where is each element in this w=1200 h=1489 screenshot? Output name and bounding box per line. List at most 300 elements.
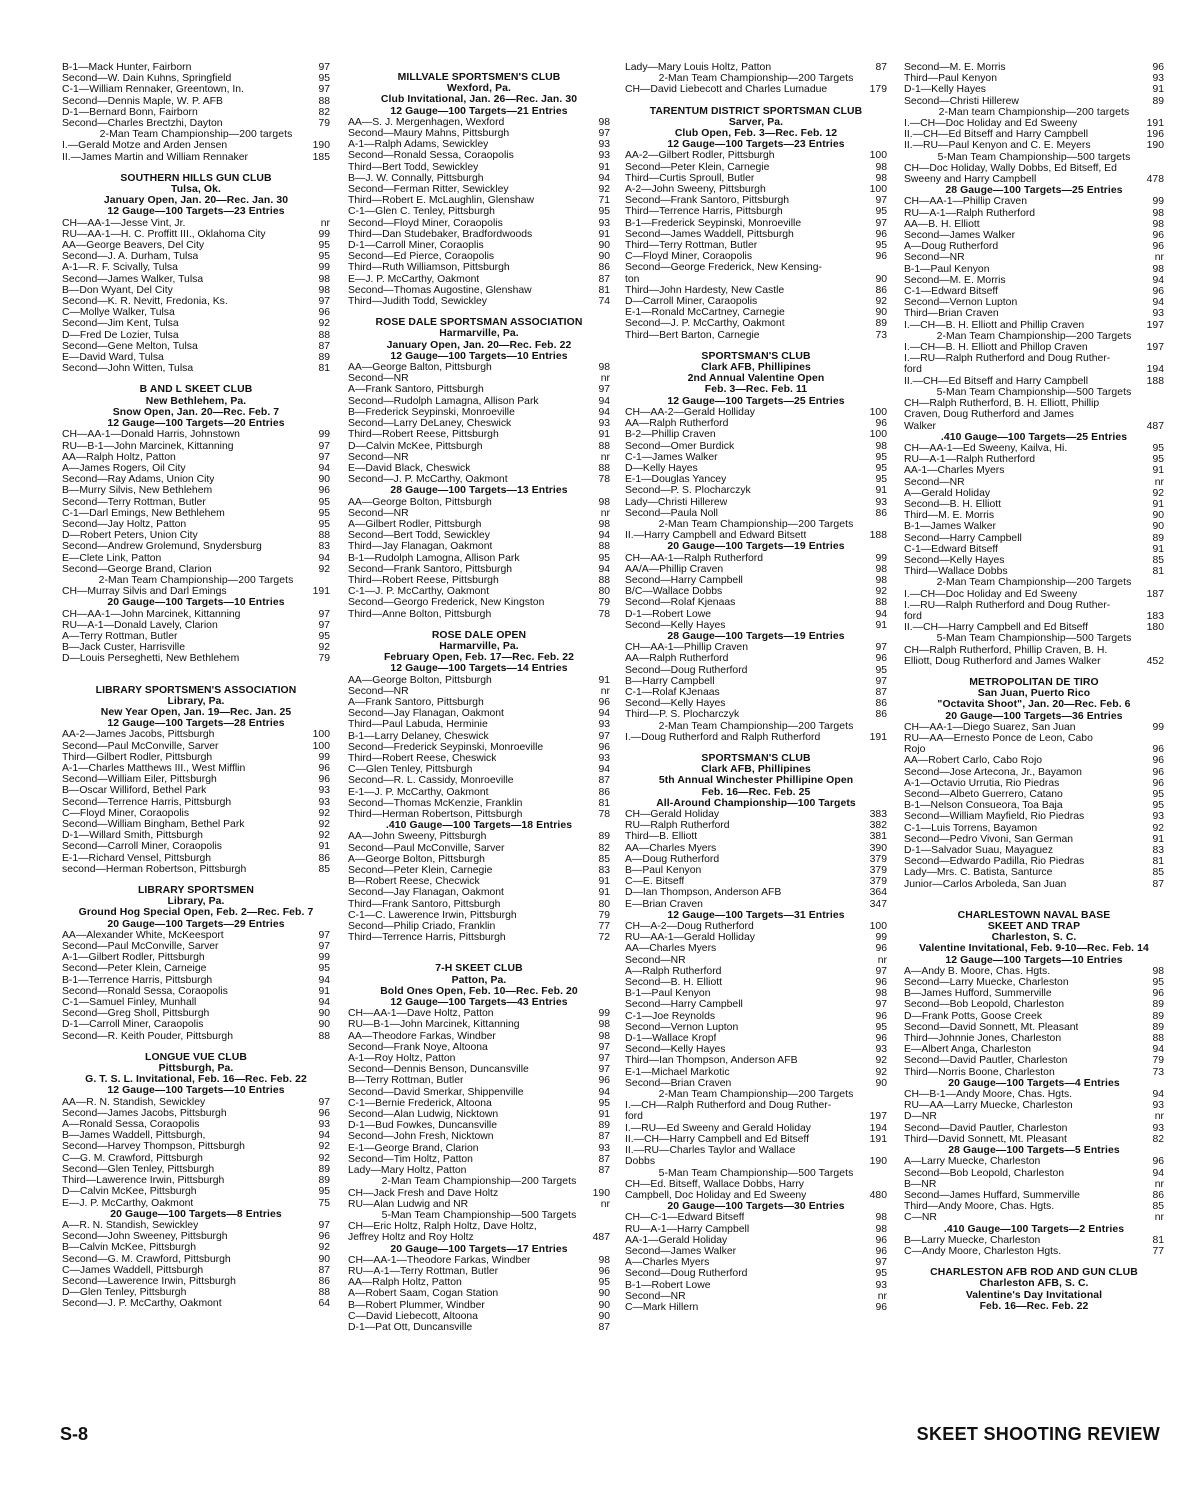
result-row [904, 353, 1164, 364]
score: 81 [598, 284, 610, 296]
event-subheading: Valentine's Day Invitational [965, 1289, 1103, 1301]
result-row [904, 196, 1164, 207]
event-subheading: 12 Gauge—100 Targets—21 Entries [390, 105, 568, 117]
score [1160, 353, 1164, 364]
result-row [904, 376, 1164, 387]
shooter-entry: Second—Paula Noll [625, 507, 718, 519]
shooter-entry: Second—John Sweeney, Pittsburgh [62, 1231, 228, 1243]
score: 74 [598, 296, 610, 308]
shooter-entry: D—NR [904, 1111, 937, 1123]
score: 90 [1152, 510, 1164, 522]
event-subheading: New Bethlehem, Pa. [145, 395, 247, 407]
shooter-entry: CH—AA-1—Dave Holtz, Patton [348, 1008, 494, 1020]
shooter-entry: Second—Albeto Guerrero, Catano [904, 789, 1063, 800]
shooter-entry: A—Doug Rutherford [625, 853, 720, 865]
score: 81 [598, 797, 610, 809]
score: 95 [598, 552, 610, 564]
shooter-entry: Second—Glen Tenley, Pittsburgh [62, 1163, 215, 1175]
shooter-entry: Third—Frank Santoro, Pittsburgh [348, 898, 501, 910]
shooter-entry: A—Andy B. Moore, Chas. Hgts. [904, 965, 1051, 977]
score: 94 [1152, 1167, 1164, 1179]
shooter-entry: CH—Ralph Rutherford, Phillip Craven, B. H. [904, 644, 1108, 656]
shooter-entry: AA—R. N. Standish, Sewickley [62, 1096, 206, 1108]
result-row [904, 499, 1164, 510]
score: 79 [1152, 1055, 1164, 1067]
result-row [625, 1212, 887, 1223]
score: 92 [318, 807, 330, 819]
score: 97 [318, 1219, 330, 1231]
shooter-entry: Second—David Pautler, Charleston [904, 1122, 1068, 1134]
shooter-entry: B-1—Frederick Seypinski, Monroeville [625, 217, 802, 229]
event-subheading: 20 Gauge—100 Targets—36 Entries [945, 710, 1123, 722]
result-row [904, 811, 1164, 822]
score: 92 [318, 642, 330, 654]
score: 91 [598, 228, 610, 240]
score: 382 [869, 820, 887, 832]
score: 95 [875, 451, 887, 463]
shooter-entry: D-1—Carroll Miner, Coraoplis [348, 240, 484, 252]
shooter-entry: Second—Peter Klein, Carnegie [348, 865, 493, 877]
shooter-entry: II.—CH—Harry Campbell and Ed Bitseff [625, 1133, 810, 1145]
club-heading: CHARLESTON AFB ROD AND GUN CLUB [930, 1267, 1138, 1279]
score: 83 [318, 541, 330, 553]
score: 94 [318, 974, 330, 986]
score: 99 [875, 932, 887, 944]
result-row [348, 564, 610, 575]
shooter-entry: Second—Jose Artecona, Jr., Bayamon [904, 766, 1082, 778]
result-row [904, 129, 1164, 140]
result-row [62, 564, 330, 575]
result-row [625, 162, 887, 173]
score: 96 [875, 418, 887, 430]
result-row [904, 96, 1164, 107]
shooter-entry: C—Andy Moore, Charleston Hgts. [904, 1245, 1062, 1257]
shooter-entry: Third—Jay Flanagan, Oakmont [348, 541, 493, 553]
result-row [904, 275, 1164, 286]
score: 97 [318, 84, 330, 96]
result-row [348, 195, 610, 206]
shooter-entry: Third—Gilbert Rodler, Pittsburgh [62, 751, 213, 763]
score: 187 [1146, 588, 1164, 600]
result-row [904, 656, 1164, 667]
score: 90 [875, 307, 887, 319]
shooter-entry: B-1—Mack Hunter, Fairborn [62, 62, 192, 73]
event-subheading: Harmarville, Pa. [439, 328, 519, 340]
result-row [348, 117, 610, 128]
shooter-entry: A—R. N. Standish, Sewickley [62, 1219, 199, 1231]
score: 94 [598, 172, 610, 184]
shooter-entry: D—Frank Potts, Goose Creek [904, 1010, 1043, 1022]
result-row [348, 1300, 610, 1311]
result-row [625, 575, 887, 586]
result-row [62, 73, 330, 84]
result-row [62, 819, 330, 830]
shooter-entry: Second—Floyd Miner, Coraopolis [348, 217, 503, 229]
result-row [62, 1097, 330, 1108]
result-row [62, 341, 330, 352]
shooter-entry: Second—K. R. Nevitt, Fredonia, Ks. [62, 296, 228, 308]
result-row [904, 1044, 1164, 1055]
result-row [348, 497, 610, 508]
result-row [62, 118, 330, 129]
result-row [62, 1298, 330, 1309]
score: 194 [1146, 364, 1164, 376]
score: 90 [318, 1253, 330, 1265]
result-row [348, 274, 610, 285]
result-row [904, 1033, 1164, 1044]
team-event-heading: 2-Man Team Championship—200 Targets [658, 518, 854, 530]
shooter-entry: AA-1—Gerald Holiday [625, 1234, 728, 1246]
result-row [348, 1188, 610, 1199]
result-row [348, 1109, 610, 1120]
team-event-heading: 5-Man Team Championship—500 Targets [381, 1209, 577, 1221]
result-row [904, 465, 1164, 476]
score: 190 [1146, 140, 1164, 152]
result-row [348, 1266, 610, 1277]
shooter-entry: Second—George Frederick, New Kensing- [625, 262, 822, 274]
shooter-entry: CH—AA-1—Diego Suarez, San Juan [904, 721, 1076, 733]
score: 381 [869, 831, 887, 843]
event-subheading: 28 Gauge—100 Targets—13 Entries [390, 485, 568, 497]
score: 92 [318, 1242, 330, 1254]
shooter-entry: B-1—Larry Delaney, Cheswick [348, 730, 489, 742]
result-row [625, 150, 887, 161]
result-row [62, 452, 330, 463]
score: 88 [598, 574, 610, 586]
score: 93 [598, 139, 610, 151]
result-row [62, 1175, 330, 1186]
shooter-entry: AA—Ralph Rutherford [625, 418, 729, 430]
score: 97 [875, 195, 887, 207]
shooter-entry: Second—Ronald Sessa, Coraopolis [62, 985, 228, 997]
result-row [348, 575, 610, 586]
shooter-entry: Second—Omer Burdick [625, 440, 735, 452]
result-row [62, 1186, 330, 1197]
shooter-entry: Lady—Christi Hillerew [625, 496, 728, 508]
result-row [62, 997, 330, 1008]
shooter-entry: CH—AA-1—Phillip Craven [904, 196, 1027, 208]
shooter-entry: B—Calvin McKee, Pittsburgh [62, 1242, 196, 1254]
score: 92 [318, 830, 330, 842]
shooter-entry: Third—John Hardesty, New Castle [625, 284, 785, 296]
score: 93 [875, 496, 887, 508]
score: 92 [875, 586, 887, 598]
score: 95 [1152, 789, 1164, 800]
score: 90 [875, 1077, 887, 1089]
shooter-entry: AA—George Bolton, Pittsburgh [348, 496, 492, 508]
score: 100 [312, 740, 330, 752]
result-row [348, 899, 610, 910]
result-row [348, 162, 610, 173]
score: 97 [318, 1096, 330, 1108]
score: 179 [869, 84, 887, 96]
event-subheading: February Open, Feb. 17—Rec. Feb. 22 [383, 652, 574, 664]
shooter-entry: Craven, Doug Rutherford and James [904, 409, 1074, 421]
result-row [625, 318, 887, 329]
score: 92 [318, 1141, 330, 1153]
shooter-entry: Second—James Waddell, Pittsburgh [625, 228, 794, 240]
result-row [904, 308, 1164, 319]
score: 86 [598, 262, 610, 274]
result-row [904, 1089, 1164, 1100]
score: 93 [598, 1142, 610, 1154]
score: 93 [1152, 811, 1164, 823]
score: 86 [318, 1275, 330, 1287]
result-row [625, 1179, 887, 1190]
result-row [904, 1190, 1164, 1201]
shooter-entry: D—Kelly Hayes [625, 462, 698, 474]
club-heading: LIBRARY SPORTSMEN [137, 885, 254, 897]
result-row [625, 441, 887, 452]
result-row [625, 854, 887, 865]
shooter-entry: C-1—Bernie Frederick, Altoona [348, 1097, 492, 1109]
score: 97 [875, 642, 887, 654]
shooter-entry: D-1—Bud Fowkes, Duncansville [348, 1120, 497, 1132]
result-row [348, 753, 610, 764]
result-row [348, 285, 610, 296]
result-row [904, 1111, 1164, 1122]
result-row [904, 988, 1164, 999]
result-row [625, 1235, 887, 1246]
shooter-entry: Junior—Carlos Arboleda, San Juan [904, 878, 1067, 890]
shooter-entry: Second—Frank Santoro, Pittsburgh [348, 563, 513, 575]
result-row [348, 586, 610, 597]
score: 90 [598, 1310, 610, 1322]
shooter-entry: E-1—George Brand, Clarion [348, 1142, 479, 1154]
event-subheading: SKEET AND TRAP [987, 921, 1081, 933]
shooter-entry: Second—Lawerence Irwin, Pittsburgh [62, 1275, 236, 1287]
shooter-entry: Second—Bob Leopold, Charleston [904, 1167, 1065, 1179]
shooter-entry: E-1—Richard Vensel, Pittsburgh [62, 852, 212, 864]
shooter-entry: Second—Paul McConville, Sarver [348, 842, 505, 854]
shooter-entry: Second—Carroll Miner, Coraopolis [62, 841, 222, 853]
score: 197 [1146, 342, 1164, 354]
shooter-entry: Second—David Sonnett, Mt. Pleasant [904, 1021, 1079, 1033]
shooter-entry: Second—Maury Mahns, Pittsburgh [348, 128, 510, 140]
result-row [904, 722, 1164, 733]
event-subheading: 12 Gauge—100 Targets—10 Entries [390, 350, 568, 362]
score: 90 [875, 273, 887, 285]
shooter-entry: Second—Terrence Harris, Pittsburgh [62, 796, 232, 808]
event-subheading: Wexford, Pa. [447, 83, 511, 95]
shooter-entry: Walker [904, 420, 936, 432]
score: 98 [875, 440, 887, 452]
shooter-entry: D—Ian Thompson, Anderson AFB [625, 887, 782, 899]
result-row [625, 307, 887, 318]
score: nr [600, 685, 610, 697]
event-subheading: 20 Gauge—100 Targets—4 Entries [948, 1077, 1120, 1089]
shooter-entry: ford [904, 364, 922, 376]
shooter-entry: Third—Bert Todd, Sewickley [348, 161, 479, 173]
score: 79 [598, 597, 610, 609]
result-row [62, 1220, 330, 1231]
score: 89 [875, 318, 887, 330]
event-subheading: 12 Gauge—100 Targets—23 Entries [667, 139, 845, 151]
result-row [62, 508, 330, 519]
score: 95 [1152, 800, 1164, 812]
shooter-entry: I.—Doug Rutherford and Ralph Rutherford [625, 731, 821, 743]
shooter-entry: E—J. P. McCarthy, Oakmont [62, 1197, 194, 1209]
result-row [348, 1232, 610, 1243]
club-heading: SPORTSMAN'S CLUB [701, 350, 811, 362]
score: 93 [598, 719, 610, 731]
result-row [62, 1198, 330, 1209]
result-row [904, 767, 1164, 778]
page-number: S-8 [60, 1424, 89, 1444]
score: 197 [869, 1111, 887, 1123]
result-row [62, 1119, 330, 1130]
result-row [904, 744, 1164, 755]
score: 92 [318, 819, 330, 830]
score: 98 [875, 574, 887, 586]
score: 188 [869, 530, 887, 542]
event-subheading: 12 Gauge—100 Targets—14 Entries [390, 663, 568, 675]
result-row [904, 544, 1164, 555]
shooter-entry: CH—B-1—Andy Moore, Chas. Hgts. [904, 1089, 1073, 1101]
shooter-entry: C—NR [904, 1212, 937, 1224]
result-row [62, 1008, 330, 1019]
score: 95 [318, 518, 330, 530]
result-row [625, 1156, 887, 1167]
result-row [904, 174, 1164, 185]
event-subheading: Sarver, Pa. [728, 116, 784, 128]
result-row [625, 1022, 887, 1033]
score: 379 [869, 853, 887, 865]
result-row [625, 732, 887, 743]
shooter-entry: I.—RU—Ralph Rutherford and Doug Ruther- [904, 599, 1111, 611]
score: 77 [598, 921, 610, 933]
shooter-entry: A—Gilbert Rodler, Pittsburgh [348, 518, 482, 530]
score: 91 [1152, 833, 1164, 845]
score: 93 [318, 796, 330, 808]
score: 97 [598, 730, 610, 742]
event-subheading: Tulsa, Ok. [171, 184, 221, 196]
result-row [348, 251, 610, 262]
shooter-entry: A-1—Charles Matthews III., West Mifflin [62, 762, 246, 774]
score: 190 [592, 1187, 610, 1199]
result-row [62, 441, 330, 452]
score: 96 [318, 485, 330, 497]
shooter-entry: Second—J. A. Durham, Tulsa [62, 251, 199, 263]
event-subheading: G. T. S. L. Invitational, Feb. 16—Rec. Feb. 22 [85, 1074, 307, 1086]
result-row [625, 921, 887, 932]
result-row [62, 262, 330, 273]
result-row [904, 966, 1164, 977]
result-row [62, 1130, 330, 1141]
score: 81 [318, 363, 330, 375]
event-subheading: 12 Gauge—100 Targets—23 Entries [107, 206, 285, 218]
team-event-heading: 5-Man Team Championship—500 Targets [658, 1167, 854, 1179]
score: 91 [318, 841, 330, 853]
shooter-entry: RU—AA-1—Gerald Holliday [625, 932, 755, 944]
shooter-entry: AA-2—Gilbert Rodler, Pittsburgh [625, 150, 775, 162]
shooter-entry: C-1—Glen C. Tenley, Pittsburgh [348, 206, 495, 218]
shooter-entry: C—David Liebecott, Altoona [348, 1310, 478, 1322]
result-row [625, 609, 887, 620]
shooter-entry: RU—AA—Ernesto Ponce de Leon, Cabo [904, 732, 1093, 744]
shooter-entry: Third—Anne Bolton, Pittsburgh [348, 608, 492, 620]
score: 96 [598, 1075, 610, 1087]
result-row [625, 1111, 887, 1122]
score: 87 [318, 340, 330, 352]
event-subheading: 20 Gauge—100 Targets—10 Entries [107, 597, 285, 609]
shooter-entry: Elliott, Doug Rutherford and James Walker [904, 655, 1101, 667]
result-row [62, 107, 330, 118]
shooter-entry: second—Herman Robertson, Pittsburgh [62, 863, 247, 875]
shooter-entry: C-1—J. P. McCarthy, Oakmont [348, 586, 490, 598]
result-row [62, 729, 330, 740]
score: 90 [318, 1019, 330, 1031]
shooter-entry: Second—NR [348, 507, 409, 519]
score: 87 [598, 1321, 610, 1333]
result-row [348, 1064, 610, 1075]
magazine-title: SKEET SHOOTING REVIEW [916, 1424, 1160, 1444]
event-subheading: Club Open, Feb. 3—Rec. Feb. 12 [674, 128, 838, 140]
result-row [625, 84, 887, 95]
score: 98 [875, 172, 887, 184]
shooter-entry: I.—CH—Doc Holiday and Ed Sweeny [904, 588, 1078, 600]
score [1160, 163, 1164, 174]
result-row [904, 488, 1164, 499]
result-row [348, 218, 610, 229]
result-row [62, 841, 330, 852]
score: 93 [598, 418, 610, 430]
score: 95 [318, 507, 330, 519]
shooter-entry: Second—B. H. Elliott [625, 977, 723, 989]
event-subheading: Feb. 3—Rec. Feb. 11 [704, 384, 808, 396]
score: 97 [875, 965, 887, 977]
score: 87 [598, 1165, 610, 1177]
shooter-entry: Second—NR [348, 685, 409, 697]
score: 94 [318, 997, 330, 1009]
event-subheading: 5th Annual Winchester Phillipine Open [658, 775, 854, 787]
event-subheading: Clark AFB, Phillipines [701, 362, 811, 374]
score: 88 [318, 1287, 330, 1299]
result-row [348, 831, 610, 842]
result-row [62, 752, 330, 763]
shooter-entry: AA—John Sweeny, Pittsburgh [348, 831, 487, 843]
score: 95 [598, 1097, 610, 1109]
score: 95 [318, 963, 330, 975]
result-row [348, 463, 610, 474]
result-row [625, 1291, 887, 1302]
event-subheading: 20 Gauge—100 Targets—19 Entries [667, 541, 845, 553]
score: 90 [598, 1288, 610, 1300]
result-row [62, 429, 330, 440]
score: 94 [598, 1086, 610, 1098]
result-row [62, 620, 330, 631]
shooter-entry: E—Clete Link, Patton [62, 552, 162, 564]
shooter-entry: C—E. Bitseff [625, 876, 685, 888]
score [1160, 398, 1164, 409]
shooter-entry: CH—A-2—Doug Rutherford [625, 921, 754, 933]
result-row [62, 307, 330, 318]
result-row [625, 642, 887, 653]
score: 94 [1152, 1089, 1164, 1101]
score [883, 1145, 887, 1156]
score: nr [877, 954, 887, 966]
score: 94 [318, 552, 330, 564]
shooter-entry: II.—CH—Ed Bitseff and Harry Campbell [904, 375, 1089, 387]
result-row [62, 218, 330, 229]
score: 81 [1152, 856, 1164, 868]
result-row [348, 764, 610, 775]
shooter-entry: AA-2—James Jacobs, Pittsburgh [62, 729, 215, 741]
result-row [348, 876, 610, 887]
shooter-entry: Second—Vernon Lupton [904, 297, 1018, 309]
shooter-entry: II.—James Martin and William Rennaker [62, 151, 248, 163]
result-row [348, 1098, 610, 1109]
